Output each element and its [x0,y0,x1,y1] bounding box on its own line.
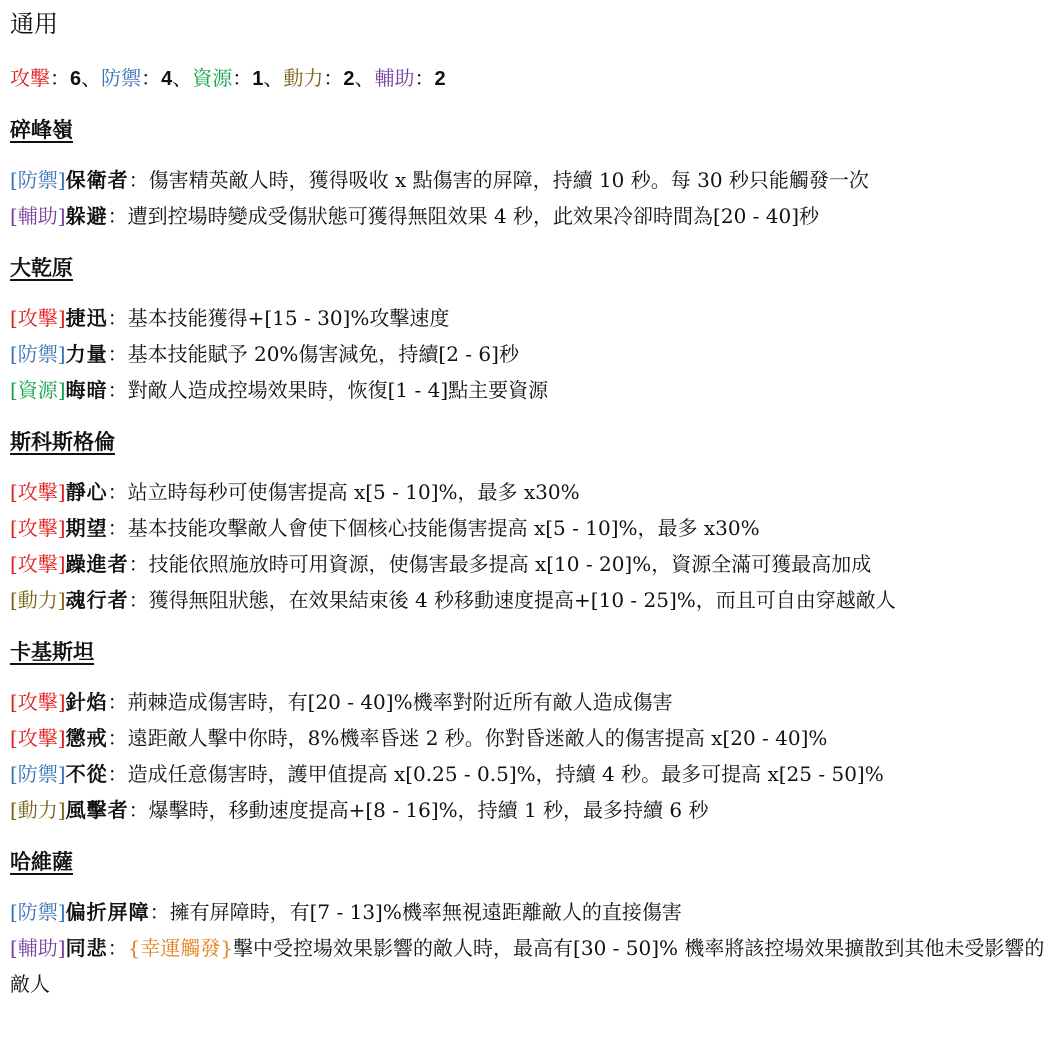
entry-tag: [攻擊] [10,726,66,750]
entry-tag: [動力] [10,798,66,822]
entry-tag: [攻擊] [10,690,66,714]
entry-name: 同悲 [65,936,108,960]
entry-line [10,756,1050,792]
entry-tag: [防禦] [10,900,66,924]
entry-line [10,546,1050,582]
entry-tag: [輔助] [10,204,66,228]
lucky-hit-tag: {幸運觸發} [127,936,234,960]
entry-desc: ：傷害精英敵人時，獲得吸收 x 點傷害的屏障，持續 10 秒。每 30 秒只能觸發一次 [128,168,869,192]
entry-tag: [防禦] [10,168,66,192]
entry-desc: ：基本技能獲得+[15 - 30]%攻擊速度 [107,306,450,330]
entry-desc: ：技能依照施放時可用資源，使傷害最多提高 x[10 - 20]%，資源全滿可獲最高加成 [128,552,872,576]
entry-desc: ：基本技能攻擊敵人會使下個核心技能傷害提高 x[5 - 10]%，最多 x30% [107,516,760,540]
entry-name: 靜心 [65,480,108,504]
entry-line [10,684,1050,720]
entry-desc: ：遠距敵人擊中你時，8%機率昏迷 2 秒。你對昏迷敵人的傷害提高 x[20 - 40]% [107,726,828,750]
section-heading: 卡基斯坦 [10,639,94,664]
count-label-attack: 攻擊 [10,66,50,90]
entry-line [10,372,1050,408]
entry-name: 偏折屏障 [65,900,150,924]
entry-tag: [防禦] [10,762,66,786]
category-counts: 攻擊：6、防禦：4、資源：1、動力：2、輔助：2 [10,66,446,90]
count-value-mobility: 2 [343,68,355,90]
entry-name: 懲戒 [65,726,108,750]
entry-name: 晦暗 [65,378,108,402]
entry-desc: 擊中受控場效果影響的敵人時，最高有[30 - 50]% 機率將該控場效果擴散到其他未受影響的敵人 [10,936,1045,996]
entry-line [10,162,1050,198]
entry-desc: ：擁有屏障時，有[7 - 13]%機率無視遠距離敵人的直接傷害 [149,900,682,924]
entry-line [10,198,1050,234]
entry-line [10,474,1050,510]
entry-name: 保衛者 [65,168,129,192]
entry-desc: ：站立時每秒可使傷害提高 x[5 - 10]%，最多 x30% [107,480,580,504]
entry-line: [輔助]同悲：{幸運觸發}擊中受控場效果影響的敵人時，最高有[30 - 50]% 機率將該控場效果擴散到其他未受影響的敵人 [10,936,1045,996]
entry-line [10,720,1050,756]
entry-tag: [動力] [10,588,66,612]
section-heading: 碎峰嶺 [10,117,73,142]
entry-desc: ：爆擊時，移動速度提高+[8 - 16]%，持續 1 秒，最多持續 6 秒 [128,798,709,822]
entry-desc: ：獲得無阻狀態，在效果結束後 4 秒移動速度提高+[10 - 25]%，而且可自由穿越敵人 [128,588,896,612]
entry-tag: [攻擊] [10,516,66,540]
entry-name: 風擊者 [65,798,129,822]
count-value-resource: 1 [252,68,264,90]
entry-name: 魂行者 [65,588,129,612]
document [10,4,1050,1002]
entry-name: 躲避 [65,204,108,228]
entry-tag: [輔助] [10,936,66,960]
entry-name: 針焰 [65,690,108,714]
entry-desc: ：遭到控場時變成受傷狀態可獲得無阻效果 4 秒，此效果冷卻時間為[20 - 40]秒 [107,204,820,228]
section-heading: 斯科斯格倫 [10,429,115,454]
entry-name: 力量 [65,342,108,366]
page-title: 通用 [10,10,58,38]
count-value-defense: 4 [161,68,173,90]
entry-desc: ：荊棘造成傷害時，有[20 - 40]%機率對附近所有敵人造成傷害 [107,690,673,714]
entry-tag: [攻擊] [10,552,66,576]
section-heading: 哈維薩 [10,849,73,874]
entry-desc: ：基本技能賦予 20%傷害減免，持續[2 - 6]秒 [107,342,519,366]
entry-line [10,894,1050,930]
entry-line [10,336,1050,372]
count-label-mobility: 動力 [283,66,324,90]
entry-tag: [攻擊] [10,306,66,330]
entry-tag: [防禦] [10,342,66,366]
count-label-resource: 資源 [192,66,233,90]
entry-desc: ：造成任意傷害時，護甲值提高 x[0.25 - 0.5]%，持續 4 秒。最多可提高 x[25 - 50]% [107,762,884,786]
entry-name: 躁進者 [65,552,129,576]
entry-name: 不從 [65,762,108,786]
section-heading: 大乾原 [10,255,73,280]
count-label-support: 輔助 [374,66,415,90]
entry-name: 期望 [65,516,108,540]
entry-line [10,792,1050,828]
entry-line [10,582,1050,618]
count-value-attack: 6 [70,68,82,90]
count-value-support: 2 [434,68,446,90]
entry-line [10,510,1050,546]
entry-tag: [資源] [10,378,66,402]
count-label-defense: 防禦 [101,66,142,90]
entry-desc: ：對敵人造成控場效果時，恢復[1 - 4]點主要資源 [107,378,549,402]
entry-name: 捷迅 [65,306,108,330]
entry-tag: [攻擊] [10,480,66,504]
entry-line [10,300,1050,336]
